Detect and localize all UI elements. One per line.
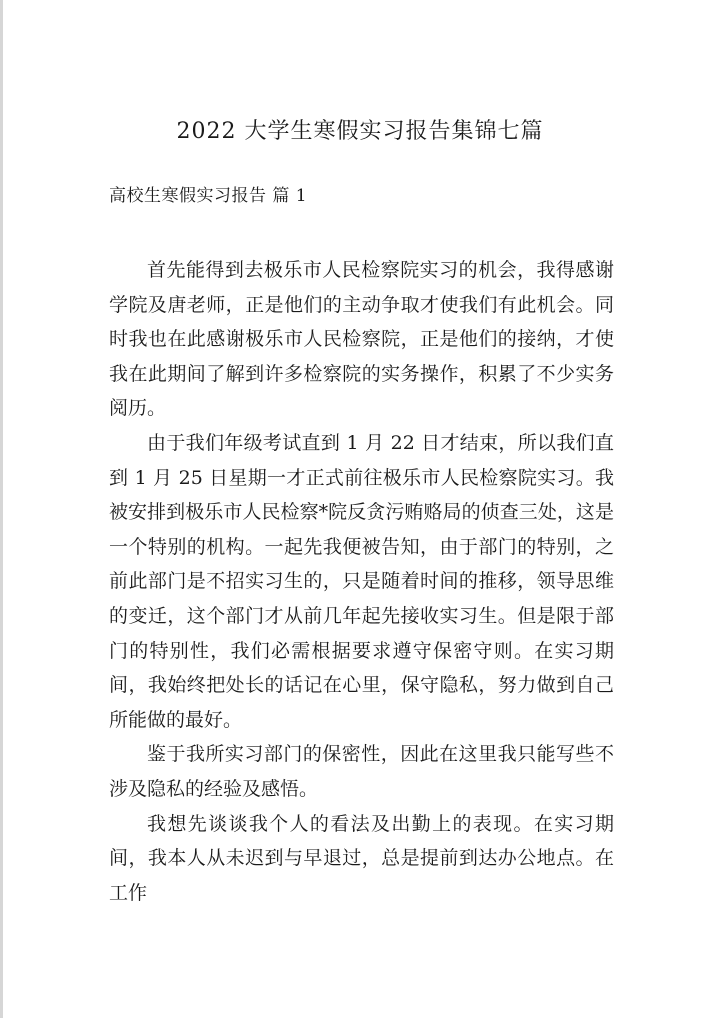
- paragraph-1: 首先能得到去极乐市人民检察院实习的机会，我得感谢学院及唐老师，正是他们的主动争取才使我们有此机会。同时我也在此感谢极乐市人民检察院，正是他们的接纳，才使我在此期间了解到许多检察院的实务操作，积累了不少实务阅历。: [109, 259, 614, 420]
- paragraph-2: 由于我们年级考试直到 1 月 22 日才结束，所以我们直到 1 月 25 日星期一才正式前往极乐市人民检察院实习。我被安排到极乐市人民检察*院反贪污贿赂局的侦查三处，这是一个特别的机构。一起先我便被告知，由于部门的特别，之前此部门是不招实习生的，只是随着时间的推移，领导思维的变迁，这个部门才从前几年起先接收实习生。但是限于部门的特别性，我们必需根据要求遵守保密守则。在实习期间，我始终把处长的话记在心里，保守隐私，努力做到自己所能做的最好。: [109, 431, 614, 731]
- section-heading: 高校生寒假实习报告 篇 1: [109, 186, 308, 206]
- document-body: [109, 253, 614, 910]
- paragraph-3: 鉴于我所实习部门的保密性，因此在这里我只能写些不涉及隐私的经验及感悟。: [109, 743, 614, 800]
- document-title: 2022 大学生寒假实习报告集锦七篇: [176, 119, 544, 144]
- paragraph-4: 我想先谈谈我个人的看法及出勤上的表现。在实习期间，我本人从未迟到与早退过，总是提前到达办公地点。在工作: [109, 812, 614, 904]
- page-edge: [0, 0, 3, 1018]
